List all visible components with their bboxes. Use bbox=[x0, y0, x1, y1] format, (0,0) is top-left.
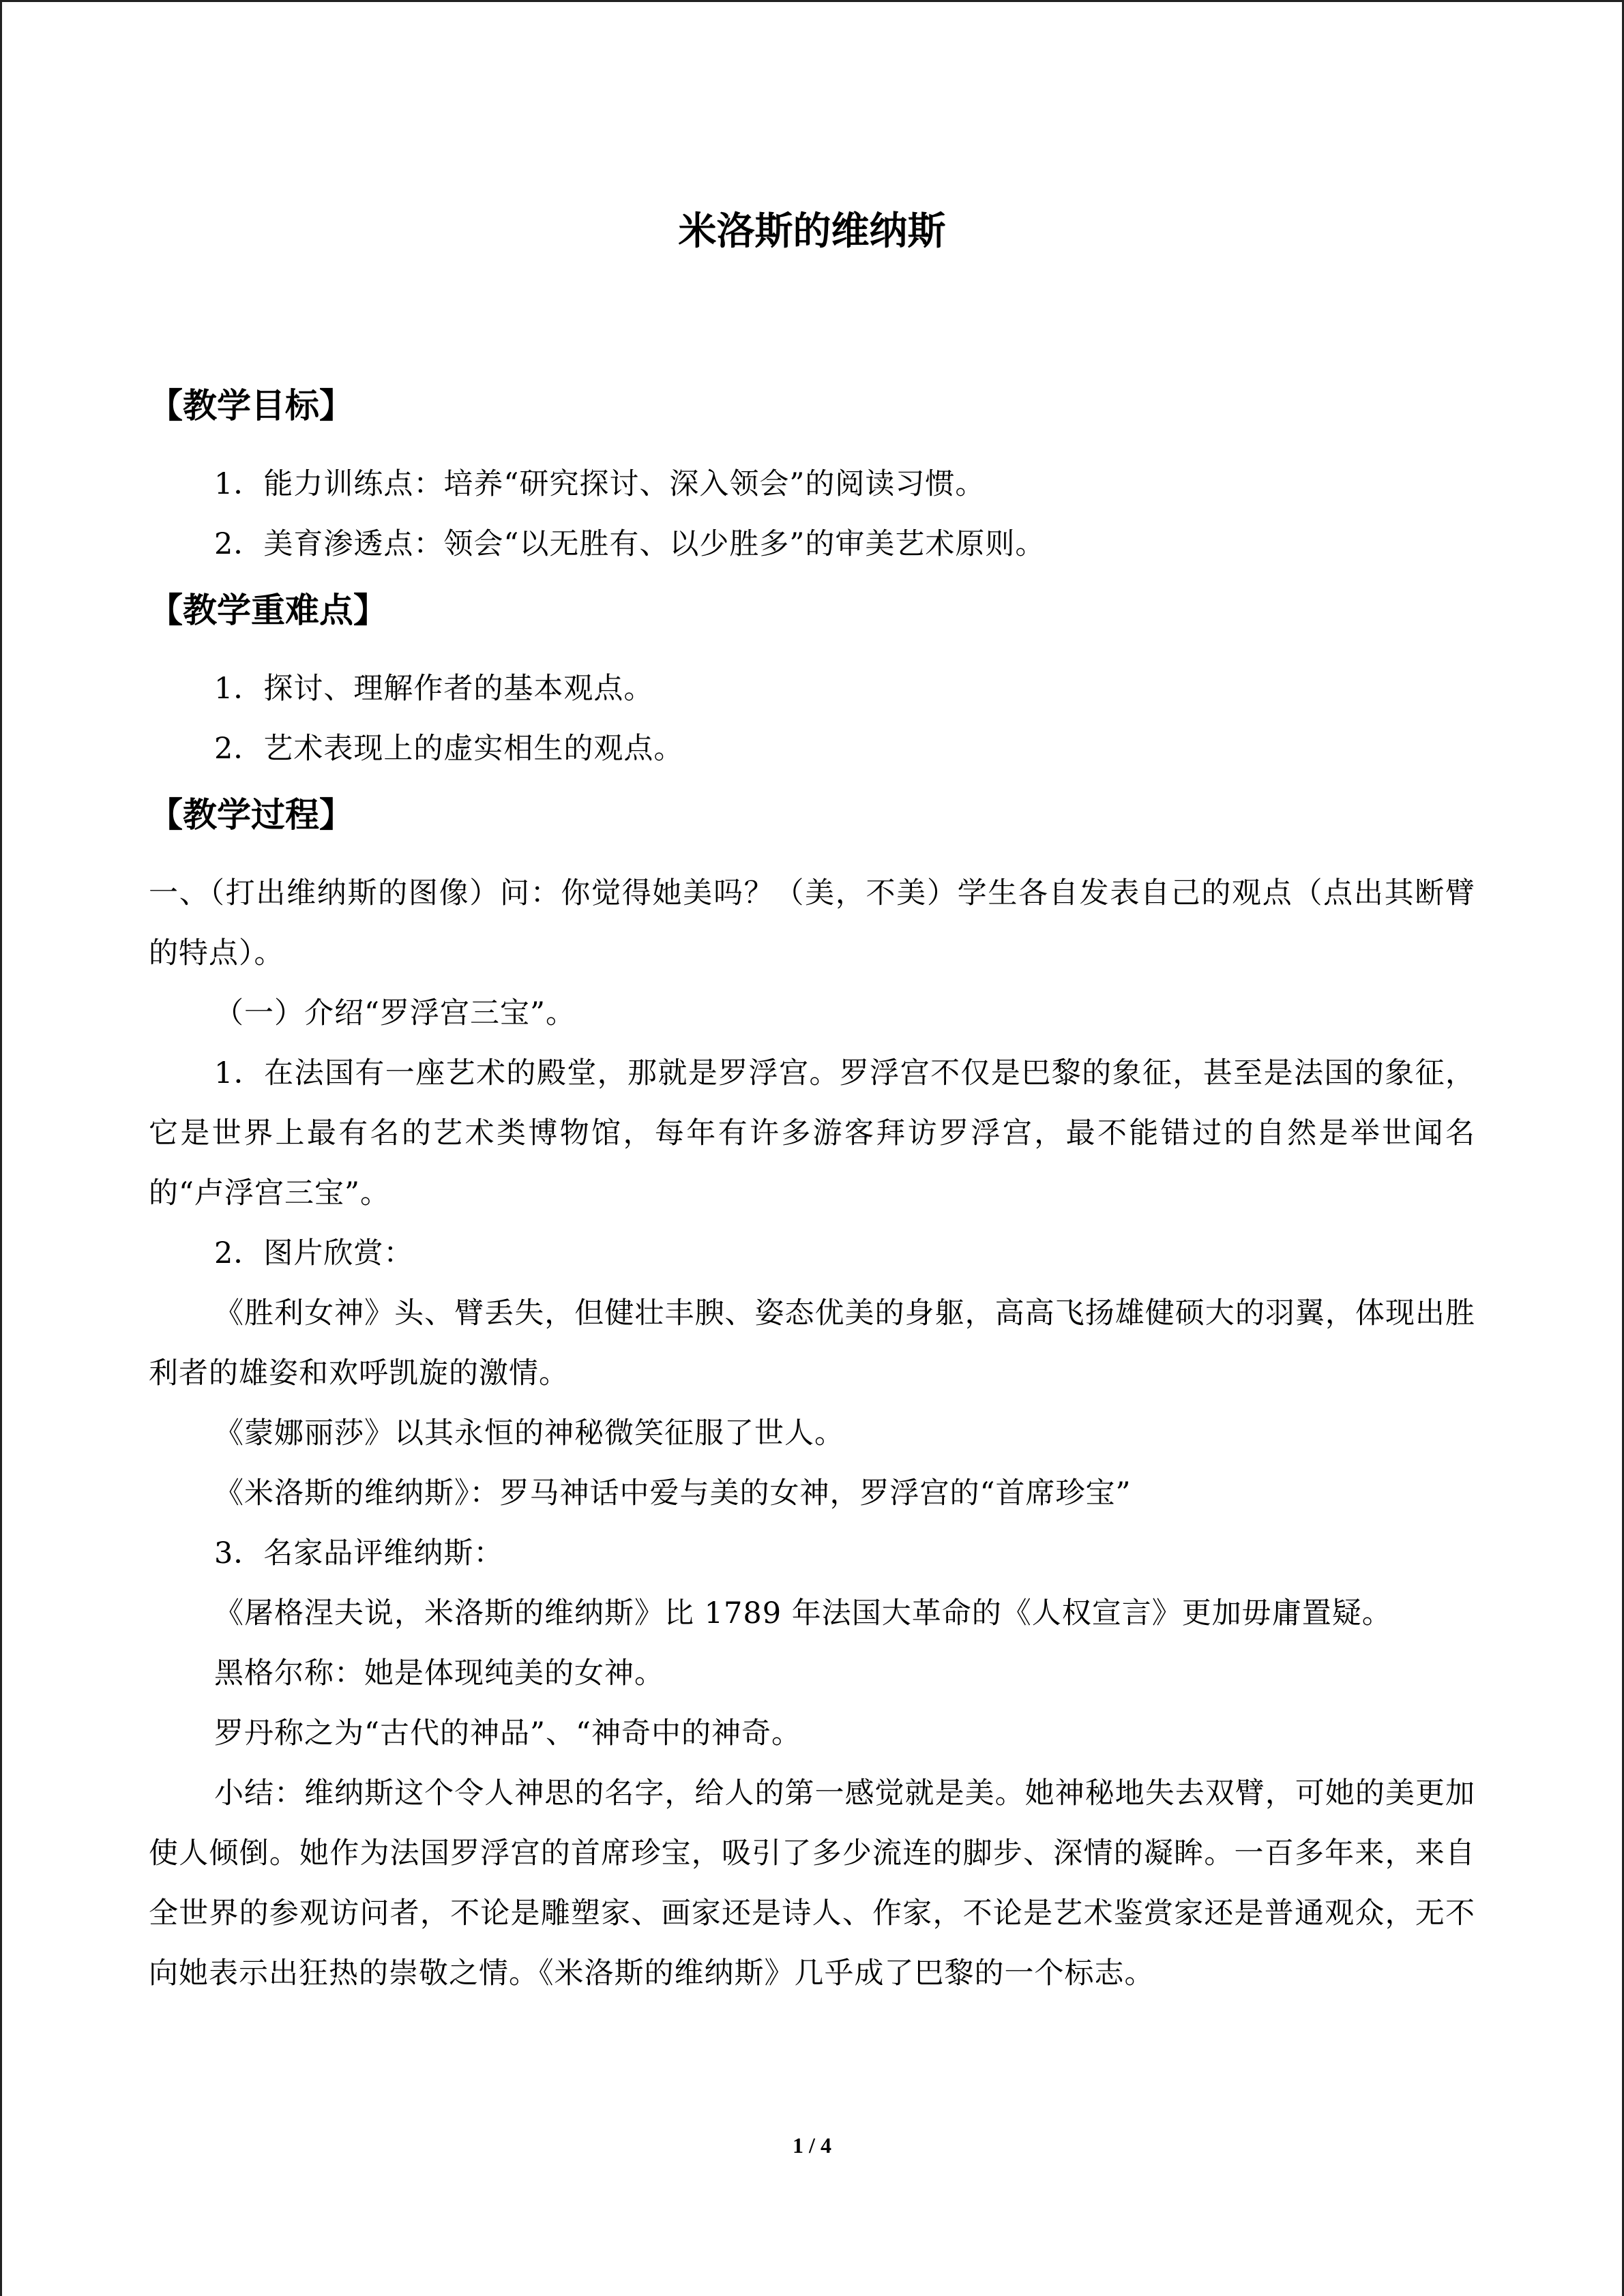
process-paragraph: 一、（打出维纳斯的图像）问：你觉得她美吗？（美，不美）学生各自发表自己的观点（点出其断臂的特点）。 bbox=[149, 876, 1475, 970]
process-paragraph: 黑格尔称：她是体现纯美的女神。 bbox=[214, 1656, 664, 1690]
process-paragraph: （一）介绍“罗浮宫三宝”。 bbox=[214, 996, 576, 1030]
page-border-left bbox=[0, 0, 2, 2296]
process-paragraph: 《蒙娜丽莎》以其永恒的神秘微笑征服了世人。 bbox=[214, 1416, 844, 1450]
heading-key-points: 【教学重难点】 bbox=[149, 591, 387, 630]
page-border-top bbox=[0, 0, 1624, 2]
heading-objectives: 【教学目标】 bbox=[149, 386, 353, 426]
process-paragraph: 《胜利女神》头、臂丢失，但健壮丰腴、姿态优美的身躯，高高飞扬雄健硕大的羽翼，体现出胜利者的雄姿和欢呼凯旋的激情。 bbox=[149, 1296, 1475, 1390]
key-point-item: 1．探讨、理解作者的基本观点。 bbox=[214, 672, 654, 706]
key-point-item: 2．艺术表现上的虚实相生的观点。 bbox=[214, 732, 684, 766]
document-content bbox=[149, 205, 1475, 2003]
page-number: 1 / 4 bbox=[793, 2133, 831, 2158]
process-paragraph: 1．在法国有一座艺术的殿堂，那就是罗浮宫。罗浮宫不仅是巴黎的象征，甚至是法国的象征，它是世界上最有名的艺术类博物馆，每年有许多游客拜访罗浮宫，最不能错过的自然是举世闻名的“卢浮宫三宝”。 bbox=[149, 1056, 1475, 1210]
process-paragraph: 小结：维纳斯这个令人神思的名字，给人的第一感觉就是美。她神秘地失去双臂，可她的美更加使人倾倒。她作为法国罗浮宫的首席珍宝，吸引了多少流连的脚步、深情的凝眸。一百多年来，来自全世界的参观访问者，不论是雕塑家、画家还是诗人、作家，不论是艺术鉴赏家还是普通观众，无不向她表示出狂热的崇敬之情。《米洛斯的维纳斯》几乎成了巴黎的一个标志。 bbox=[149, 1776, 1475, 1991]
document-title: 米洛斯的维纳斯 bbox=[678, 209, 946, 254]
process-paragraph: 《米洛斯的维纳斯》：罗马神话中爱与美的女神，罗浮宫的“首席珍宝” bbox=[214, 1476, 1132, 1510]
objective-item: 2．美育渗透点：领会“以无胜有、以少胜多”的审美艺术原则。 bbox=[214, 527, 1046, 561]
process-paragraph: 《屠格涅夫说，米洛斯的维纳斯》比 1789 年法国大革命的《人权宣言》更加毋庸置疑。 bbox=[214, 1596, 1392, 1630]
heading-process: 【教学过程】 bbox=[149, 795, 353, 835]
process-paragraph: 2．图片欣赏： bbox=[214, 1236, 414, 1270]
process-paragraph: 3．名家品评维纳斯： bbox=[214, 1536, 504, 1570]
process-paragraph: 罗丹称之为“古代的神品”、“神奇中的神奇。 bbox=[214, 1716, 801, 1750]
objective-item: 1．能力训练点：培养“研究探讨、深入领会”的阅读习惯。 bbox=[214, 467, 986, 501]
